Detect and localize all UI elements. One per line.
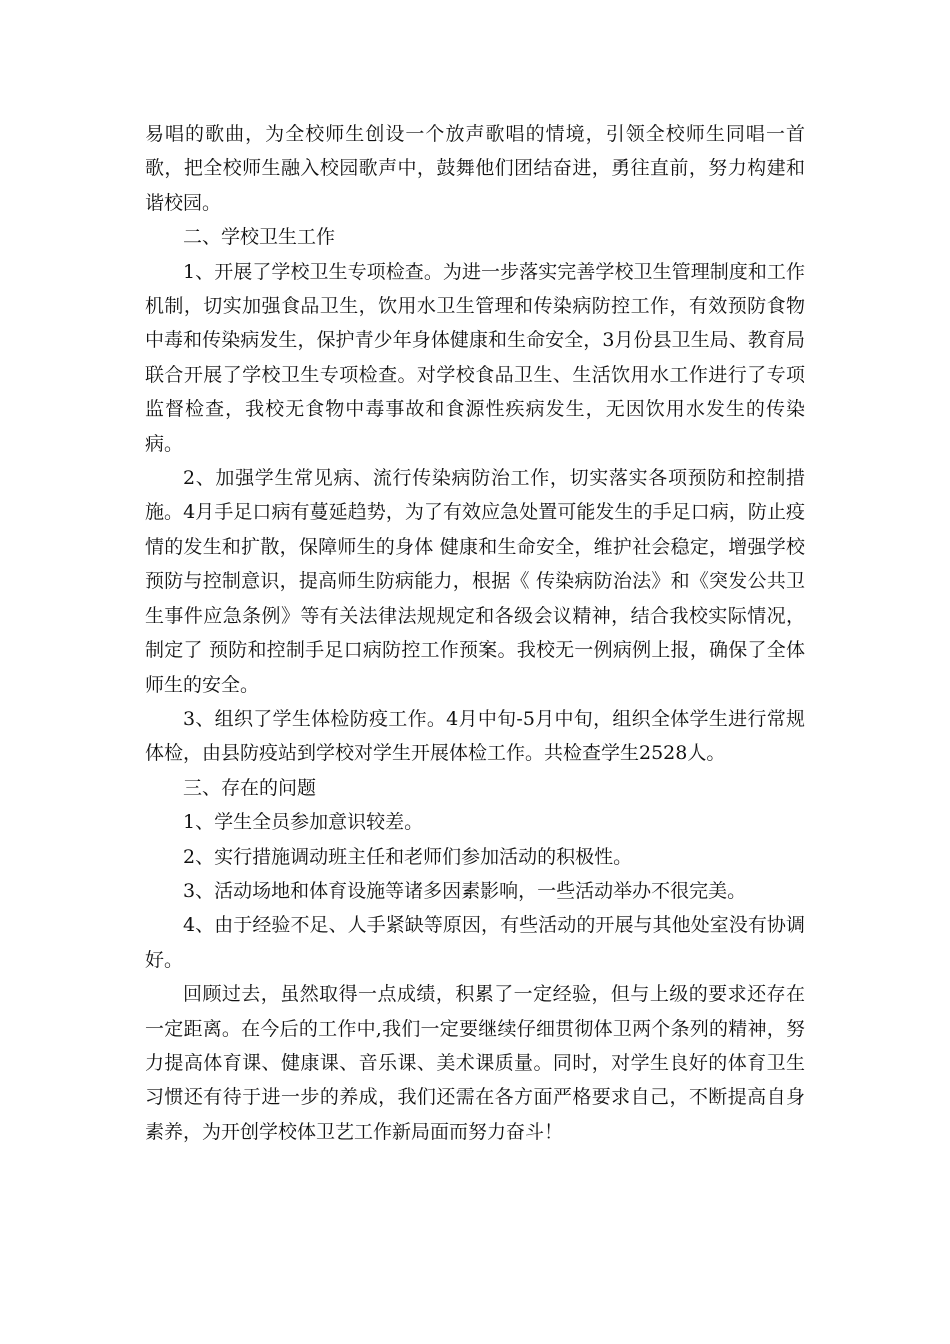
problem-item-4: 4、由于经验不足、人手紧缺等原因，有些活动的开展与其他处室没有协调好。 [145,914,805,971]
paragraph-continuation: 易唱的歌曲，为全校师生创设一个放声歌唱的情境，引领全校师生同唱一首歌，把全校师生融入校园歌声中，鼓舞他们团结奋进，勇往直前，努力构建和谐校园。 [145,123,805,214]
section-heading-school-hygiene: 二、学校卫生工作 [183,226,336,249]
problem-item-1: 1、学生全员参加意识较差。 [183,811,424,834]
paragraph-hygiene-inspection: 1、开展了学校卫生专项检查。为进一步落实完善学校卫生管理制度和工作机制，切实加强食品卫生，饮用水卫生管理和传染病防控工作，有效预防食物中毒和传染病发生，保护青少年身体健康和生命安全，3月份县卫生局、教育局联合开展了学校卫生专项检查。对学校食品卫生、生活饮用水工作进行了专项监督检查，我校无食物中毒事故和食源性疾病发生，无因饮用水发生的传染病。 [145,260,805,455]
paragraph-disease-prevention: 2、加强学生常见病、流行传染病防治工作，切实落实各项预防和控制措施。4月手足口病有蔓延趋势，为了有效应急处置可能发生的手足口病，防止疫情的发生和扩散，保障师生的身体 健康和生命安全，维护社会稳定，增强学校预防与控制意识，提高师生防病能力，根据《 传染病防治法》和《突发公共卫生事件应急条例》等有关法律法规规定和各级会议精神，结合我校实际情况，制定了 预防和控制手足口病防控工作预案。我校无一例病例上报，确保了全体师生的安全。 [145,467,805,696]
problem-item-2: 2、实行措施调动班主任和老师们参加活动的积极性。 [183,845,633,868]
document-body [145,117,805,1149]
section-heading-problems: 三、存在的问题 [183,776,317,799]
problem-item-3: 3、活动场地和体育设施等诸多因素影响，一些活动举办不很完美。 [183,879,747,902]
paragraph-conclusion: 回顾过去，虽然取得一点成绩，积累了一定经验，但与上级的要求还存在一定距离。在今后的工作中,我们一定要继续仔细贯彻体卫两个条列的精神，努力提高体育课、健康课、音乐课、美术课质量。同时，对学生良好的体育卫生习惯还有待于进一步的养成，我们还需在各方面严格要求自己，不断提高自身素养，为开创学校体卫艺工作新局面而努力奋斗！ [145,983,805,1143]
paragraph-health-checkup: 3、组织了学生体检防疫工作。4月中旬-5月中旬，组织全体学生进行常规体检，由县防疫站到学校对学生开展体检工作。共检查学生2528人。 [145,707,805,765]
